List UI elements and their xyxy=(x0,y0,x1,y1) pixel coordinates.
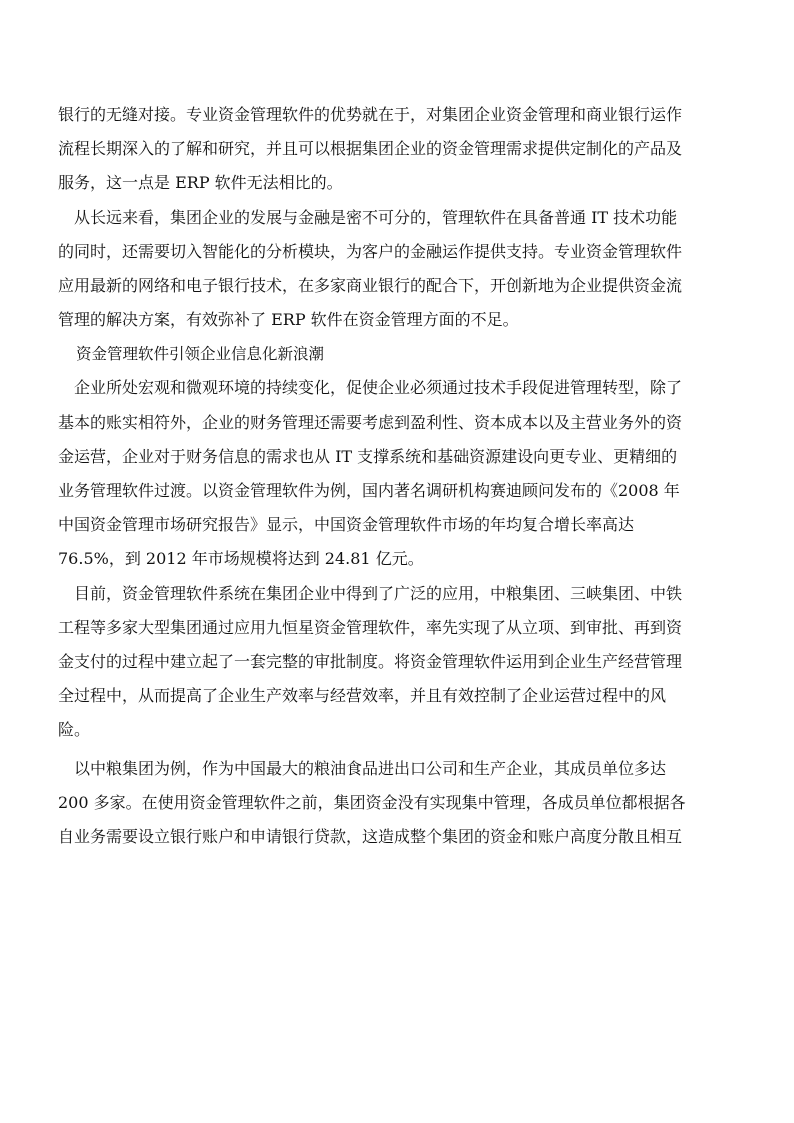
text-line: 业务管理软件过渡。以资金管理软件为例，国内著名调研机构赛迪顾问发布的《2008 年 xyxy=(58,481,680,501)
text-line: 流程长期深入的了解和研究，并且可以根据集团企业的资金管理需求提供定制化的产品及 xyxy=(58,139,683,159)
section-heading xyxy=(58,337,738,371)
text-line: 工程等多家大型集团通过应用九恒星资金管理软件，率先实现了从立项、到审批、再到资 xyxy=(58,617,683,637)
text-line: 200 多家。在使用资金管理软件之前，集团资金没有实现集中管理，各成员单位都根据各 xyxy=(58,792,686,812)
text-line: 银行的无缝对接。专业资金管理软件的优势就在于，对集团企业资金管理和商业银行运作 xyxy=(58,105,683,124)
text-line: 企业所处宏观和微观环境的持续变化，促使企业必须通过技术手段促进管理转型，除了 xyxy=(74,378,683,398)
text-line: 应用最新的网络和电子银行技术，在多家商业银行的配合下，开创新地为企业提供资金流 xyxy=(58,276,683,296)
text-line: 中国资金管理市场研究报告》显示，中国资金管理软件市场的年均复合增长率高达 xyxy=(58,515,635,535)
text-line: 服务，这一点是 ERP 软件无法相比的。 xyxy=(58,173,343,193)
text-line: 基本的账实相符外，企业的财务管理还需要考虑到盈利性、资本成本以及主营业务外的资 xyxy=(58,412,683,432)
text-line: 从长远来看，集团企业的发展与金融是密不可分的，管理软件在具备普通 IT 技术功能 xyxy=(74,207,678,227)
text-line: 76.5%，到 2012 年市场规模将达到 24.81 亿元。 xyxy=(58,549,424,569)
text-line: 目前，资金管理软件系统在集团企业中得到了广泛的应用，中粮集团、三峡集团、中铁 xyxy=(74,583,683,603)
text-line: 金支付的过程中建立起了一套完整的审批制度。将资金管理软件运用到企业生产经营管理 xyxy=(58,652,683,672)
text-line: 全过程中，从而提高了企业生产效率与经营效率，并且有效控制了企业运营过程中的风 xyxy=(58,686,667,706)
text-line: 管理的解决方案，有效弥补了 ERP 软件在资金管理方面的不足。 xyxy=(58,310,519,330)
document-page xyxy=(58,98,738,854)
paragraph-5 xyxy=(58,752,738,855)
text-line: 金运营，企业对于财务信息的需求也从 IT 支撑系统和基础资源建设向更专业、更精细的 xyxy=(58,446,678,466)
paragraph-1 xyxy=(58,98,738,201)
text-line: 险。 xyxy=(58,720,91,740)
heading-text: 资金管理软件引领企业信息化新浪潮 xyxy=(76,345,325,364)
paragraph-3 xyxy=(58,371,738,576)
text-line: 的同时，还需要切入智能化的分析模块，为客户的金融运作提供支持。专业资金管理软件 xyxy=(58,241,683,261)
paragraph-4 xyxy=(58,577,738,748)
paragraph-2 xyxy=(58,201,738,338)
text-line: 以中粮集团为例，作为中国最大的粮油食品进出口公司和生产企业，其成员单位多达 xyxy=(74,758,667,778)
text-line: 自业务需要设立银行账户和申请银行贷款，这造成整个集团的资金和账户高度分散且相互 xyxy=(58,827,683,847)
